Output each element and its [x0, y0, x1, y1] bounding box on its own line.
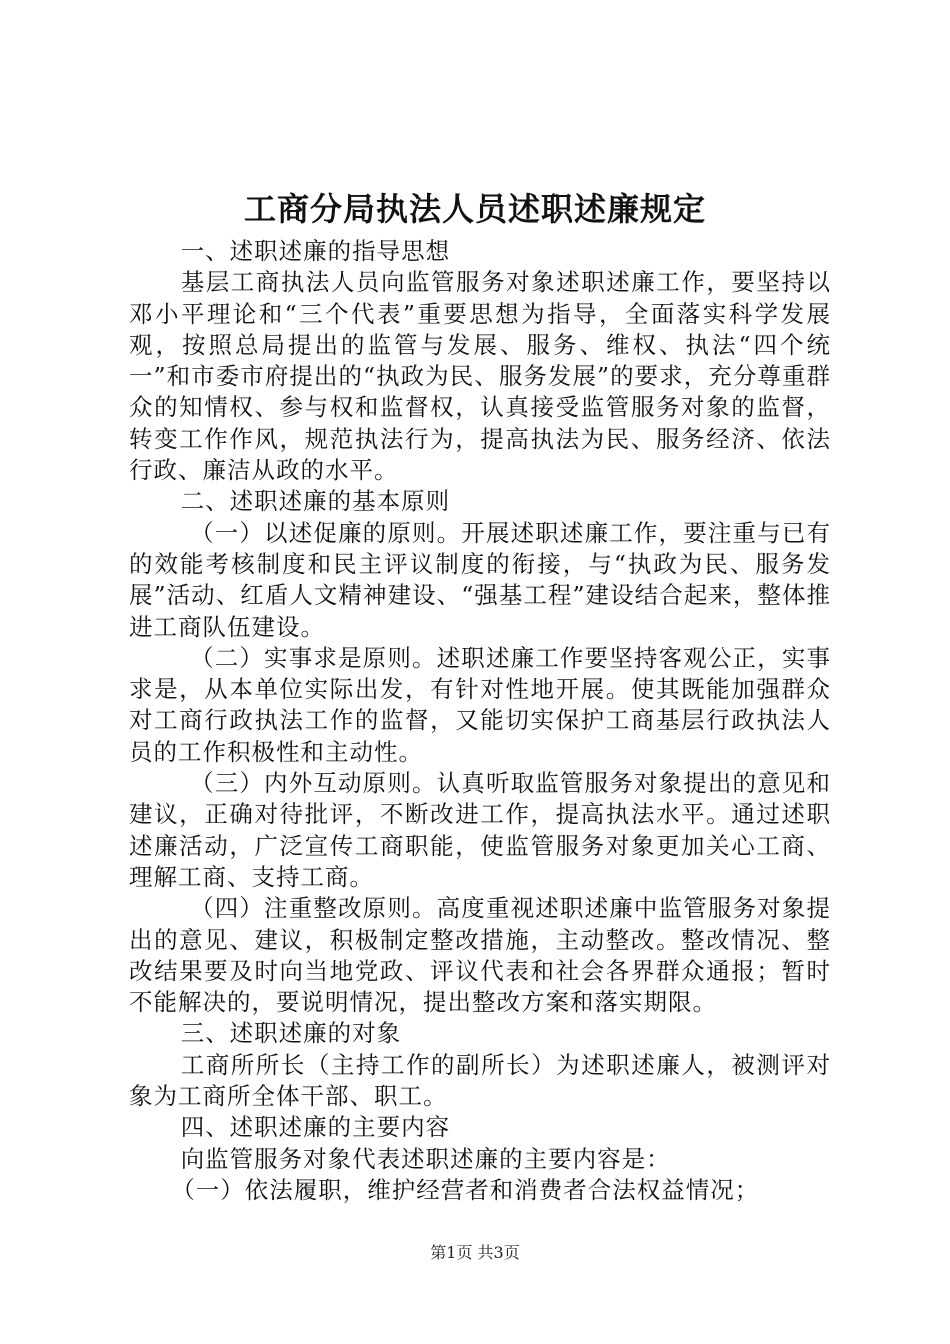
section-heading-4: 四、述职述廉的主要内容 — [180, 1113, 451, 1142]
page-number-footer: 第1页 共3页 — [430, 1243, 520, 1262]
content-item-1: （一）依法履职，维护经营者和消费者合法权益情况； — [171, 1175, 760, 1204]
principle-1: （一）以述促廉的原则。开展述职述廉工作，要注重与已有的效能考核制度和民主评议制度的衔接，与“执政为民、服务发展”活动、红盾人文精神建设、“强基工程”建设结合起来，整体推进工商队伍建设。 — [129, 518, 831, 641]
paragraph-content-intro: 向监管服务对象代表述职述廉的主要内容是： — [180, 1144, 671, 1173]
principle-3: （三）内外互动原则。认真听取监管服务对象提出的意见和建议，正确对待批评，不断改进工作，提高执法水平。通过述职述廉活动，广泛宣传工商职能，使监管服务对象更加关心工商、理解工商、支持工商。 — [129, 769, 831, 891]
section-heading-2: 二、述职述廉的基本原则 — [180, 487, 451, 516]
paragraph-subjects: 工商所所长（主持工作的副所长）为述职述廉人，被测评对象为工商所全体干部、职工。 — [129, 1050, 831, 1111]
paragraph-guiding-thought: 基层工商执法人员向监管服务对象述职述廉工作，要坚持以邓小平理论和“三个代表”重要思想为指导，全面落实科学发展观，按照总局提出的监管与发展、服务、维权、执法“四个统一”和市委市府提出的“执政为民、服务发展”的要求，充分尊重群众的知情权、参与权和监督权，认真接受监管服务对象的监督，转变工作作风，规范执法行为，提高执法为民、服务经济、依法行政、廉洁从政的水平。 — [129, 268, 831, 485]
principle-4: （四）注重整改原则。高度重视述职述廉中监管服务对象提出的意见、建议，积极制定整改措施，主动整改。整改情况、整改结果要及时向当地党政、评议代表和社会各界群众通报；暂时不能解决的，要说明情况，提出整改方案和落实期限。 — [129, 894, 831, 1017]
document-title: 工商分局执法人员述职述廉规定 — [243, 190, 706, 228]
section-heading-3: 三、述职述廉的对象 — [180, 1019, 402, 1048]
principle-2: （二）实事求是原则。述职述廉工作要坚持客观公正，实事求是，从本单位实际出发，有针对性地开展。使其既能加强群众对工商行政执法工作的监督，又能切实保护工商基层行政执法人员的工作积极性和主动性。 — [129, 643, 831, 766]
document-body — [129, 236, 831, 1206]
section-heading-1: 一、述职述廉的指导思想 — [180, 237, 451, 265]
